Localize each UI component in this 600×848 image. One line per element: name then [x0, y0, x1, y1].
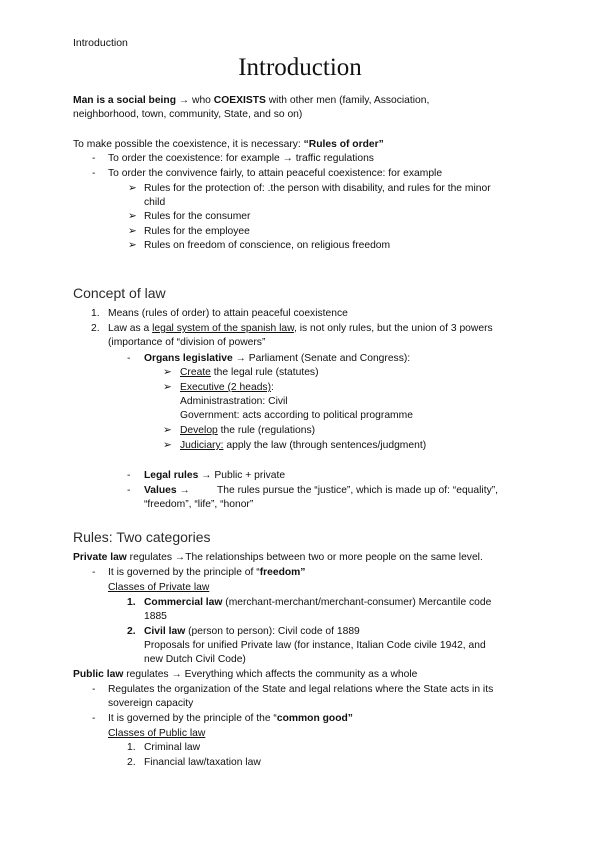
rules-of-order-line: To make possible the coexistence, it is necessary: “Rules of order”	[73, 139, 384, 150]
intro-line-1: Man is a social being → who COEXISTS with other men (family, Association,	[73, 95, 430, 106]
commercial-law-cont: 1885	[144, 611, 167, 622]
arrow-bullet-icon: ➢	[128, 211, 137, 222]
dash-marker: -	[127, 485, 131, 496]
heading-concept-of-law: Concept of law	[73, 285, 166, 301]
dash-marker: -	[127, 353, 131, 364]
page-title: Introduction	[238, 54, 362, 81]
arrow-item-1-cont: child	[144, 197, 166, 208]
running-head: Introduction	[73, 37, 128, 49]
dash-marker: -	[127, 470, 131, 481]
list-number: 1.	[91, 308, 100, 319]
list-number: 2.	[127, 757, 136, 768]
public-law-line: Public law regulates → Everything which affects the community as a whole	[73, 669, 418, 680]
develop-line: Develop the rule (regulations)	[180, 425, 316, 436]
arrow-item-4: Rules on freedom of conscience, on religious freedom	[144, 240, 391, 251]
heading-rules-two-categories: Rules: Two categories	[73, 529, 211, 545]
dash-marker: -	[92, 567, 96, 578]
arrow-bullet-icon: ➢	[163, 367, 172, 378]
intro-line-2: neighborhood, town, community, State, and so on)	[73, 109, 303, 120]
criminal-law-item: Criminal law	[144, 742, 201, 753]
values-line-cont: “freedom”, “life”, “honor”	[144, 499, 254, 510]
government-line: Government: acts according to political programme	[180, 410, 413, 421]
list-number: 2.	[91, 323, 100, 334]
private-law-line: Private law regulates →The relationships between two or more people on the same level.	[73, 552, 483, 563]
list-number: 1.	[127, 597, 136, 608]
civil-law-cont-1: Proposals for unified Private law (for instance, Italian Code civile 1942, and	[144, 640, 486, 651]
arrow-bullet-icon: ➢	[128, 240, 137, 251]
classes-private-law: Classes of Private law	[108, 582, 210, 593]
classes-public-law: Classes of Public law	[108, 728, 206, 739]
dash-marker: -	[92, 713, 96, 724]
executive-line: Executive (2 heads):	[180, 382, 274, 393]
arrow-bullet-icon: ➢	[128, 183, 137, 194]
arrow-bullet-icon: ➢	[163, 425, 172, 436]
administration-line: Administrastration: Civil	[180, 396, 288, 407]
commercial-law-line: Commercial law (merchant-merchant/merchant-consumer) Mercantile code	[144, 597, 492, 608]
dash-marker: -	[92, 153, 96, 164]
private-principle-line: It is governed by the principle of “freedom”	[108, 567, 306, 578]
create-line: Create the legal rule (statutes)	[180, 367, 319, 378]
public-principle-line: It is governed by the principle of the “common good”	[108, 713, 353, 724]
concept-item-2: Law as a legal system of the spanish law, is not only rules, but the union of 3 powers	[108, 323, 493, 334]
arrow-bullet-icon: ➢	[163, 440, 172, 451]
list-number: 2.	[127, 626, 136, 637]
arrow-item-2: Rules for the consumer	[144, 211, 251, 222]
concept-item-1: Means (rules of order) to attain peaceful coexistence	[108, 308, 348, 319]
arrow-item-1: Rules for the protection of: .the person with disability, and rules for the minor	[144, 183, 491, 194]
public-organization-cont: sovereign capacity	[108, 698, 194, 709]
dash-marker: -	[92, 684, 96, 695]
dash-item-1: To order the coexistence: for example → traffic regulations	[108, 153, 374, 164]
organs-legislative-line: Organs legislative → Parliament (Senate and Congress):	[144, 353, 411, 364]
concept-item-2-cont: (importance of “division of powers”	[108, 337, 266, 348]
financial-law-item: Financial law/taxation law	[144, 757, 261, 768]
dash-marker: -	[92, 168, 96, 179]
civil-law-line: Civil law (person to person): Civil code of 1889	[144, 626, 360, 637]
values-text: The rules pursue the “justice”, which is made up of: “equality”,	[217, 485, 499, 496]
judiciary-line: Judiciary: apply the law (through sentences/judgment)	[180, 440, 427, 451]
arrow-item-3: Rules for the employee	[144, 226, 250, 237]
civil-law-cont-2: new Dutch Civil Code)	[144, 654, 246, 665]
list-number: 1.	[127, 742, 136, 753]
public-organization-line: Regulates the organization of the State and legal relations where the State acts in its	[108, 684, 494, 695]
values-line: Values →	[144, 485, 190, 496]
dash-item-2: To order the convivence fairly, to attain peaceful coexistence: for example	[108, 168, 443, 179]
arrow-bullet-icon: ➢	[163, 382, 172, 393]
arrow-bullet-icon: ➢	[128, 226, 137, 237]
legal-rules-line: Legal rules → Public + private	[144, 470, 286, 481]
